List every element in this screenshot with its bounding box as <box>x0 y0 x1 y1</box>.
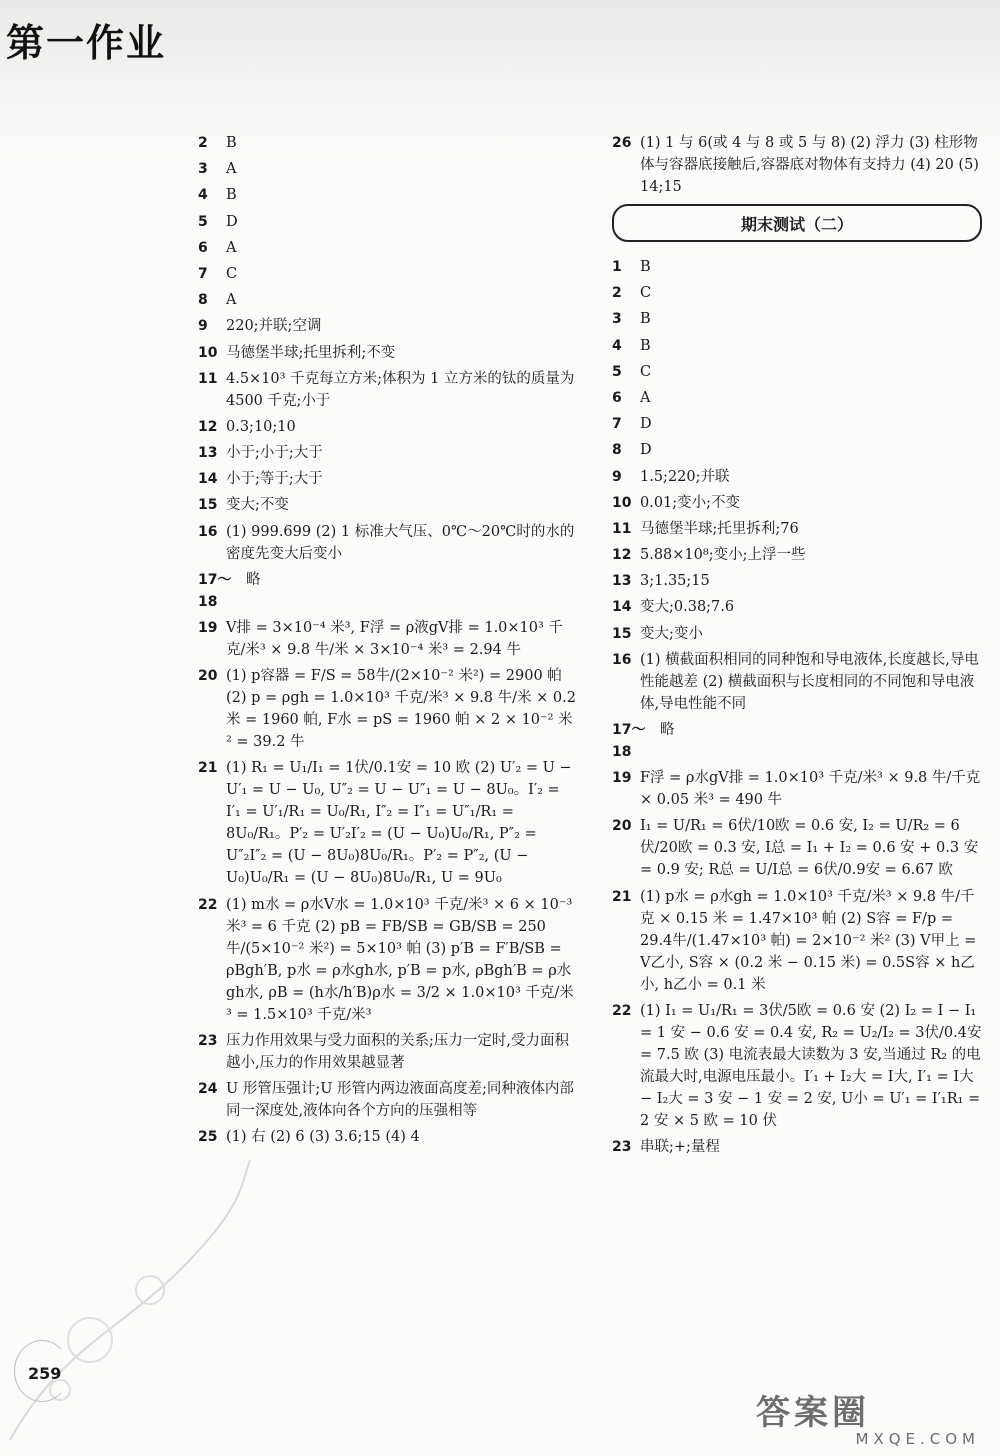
answer-item <box>198 468 578 490</box>
answer-text: B <box>226 135 237 151</box>
answer-number: 6 <box>612 389 622 406</box>
answer-number: 8 <box>612 442 622 459</box>
answer-number: 2 <box>198 135 208 151</box>
answer-number: 22 <box>198 896 218 913</box>
answer-text: 变大;不变 <box>226 497 289 514</box>
answer-item <box>612 256 982 278</box>
answer-number: 3 <box>198 161 208 178</box>
answer-item <box>612 596 982 618</box>
answer-text: D <box>640 416 652 433</box>
answer-item <box>198 442 578 464</box>
answer-item <box>198 1078 578 1122</box>
answer-item <box>612 282 982 304</box>
answer-text: 小于;小于;大于 <box>226 445 323 462</box>
answer-number: 15 <box>198 497 218 514</box>
answer-number: 1 <box>612 259 622 275</box>
answer-item <box>198 1030 578 1074</box>
answer-text: B <box>640 311 651 328</box>
answer-item <box>612 815 982 881</box>
answer-text: D <box>226 213 238 230</box>
answer-number: 12 <box>198 418 218 435</box>
watermark-site: MXQE.COM <box>855 1430 980 1448</box>
answer-number: 17～18 <box>612 722 646 760</box>
answer-text: A <box>226 239 237 256</box>
brand-logo: 第一作业 <box>6 21 167 65</box>
answer-number: 25 <box>198 1129 218 1146</box>
answer-text: (1) I₁ = U₁/R₁ = 3伏/5欧 = 0.6 安 (2) I₂ = I − I₁ = 1 安 − 0.6 安 = 0.4 安, R₂ = U₂/I₂ = 3伏/0.4安 = 7.5 欧 (3) 电流表最大读数为 3 安,当通过 R₂ 的电流最大时,电源电压最小。I′₁ + I₂大 = I大, I′₁ = I大 − I₂大 = 3 安 − 1 安 = 2 安, U小 = U′₁ = I′₁R₁ = 2 安 × 5 欧 = 10 伏 <box>640 1002 982 1129</box>
answer-item <box>612 886 982 996</box>
left-answer-column <box>198 132 578 1152</box>
answer-text: C <box>226 265 238 282</box>
answer-text: F浮 = ρ水gV排 = 1.0×10³ 千克/米³ × 9.8 牛/千克 × 0.05 米³ = 490 牛 <box>640 770 981 809</box>
answer-text: C <box>640 285 652 302</box>
answer-text: (1) m水 = ρ水V水 = 1.0×10³ 千克/米³ × 6 × 10⁻³ 米³ = 6 千克 (2) pB = FB/SB = GB/SB = 250牛/(5×10⁻² 米²) = 5×10³ 帕 (3) p′B = F′B/SB = ρBgh′B, p水 = ρ水gh水, p′B = p水, ρBgh′B = ρ水gh水, ρB = (h水/h′B)ρ水 = 3/2 × 1.0×10³ 千克/米³ = 1.5×10³ 千克/米³ <box>226 896 574 1023</box>
answer-number: 14 <box>612 599 632 616</box>
answer-text: 变大;0.38;7.6 <box>640 599 735 616</box>
answer-item <box>612 132 982 198</box>
answer-item <box>198 665 578 753</box>
answer-number: 11 <box>612 520 632 537</box>
answer-number: 12 <box>612 547 632 564</box>
answer-text: 0.3;10;10 <box>226 418 296 435</box>
answer-number: 23 <box>612 1138 632 1155</box>
answer-text: I₁ = U/R₁ = 6伏/10欧 = 0.6 安, I₂ = U/R₂ = 6伏/20欧 = 0.3 安, I总 = I₁ + I₂ = 0.6 安 + 0.3 安 = 0.9 安; R总 = U/I总 = 6伏/0.9安 = 6.67 欧 <box>640 818 979 879</box>
answer-text: 略 <box>246 571 261 588</box>
answer-number: 16 <box>612 651 632 668</box>
answer-item <box>612 335 982 357</box>
answer-number: 10 <box>198 344 218 361</box>
answer-text: 马德堡半球;托里拆利;76 <box>640 520 799 537</box>
answer-number: 22 <box>612 1002 632 1019</box>
answer-item <box>612 308 982 330</box>
answer-number: 3 <box>612 311 622 328</box>
answer-number: 7 <box>612 416 622 433</box>
answer-item <box>612 623 982 645</box>
answer-text: 压力作用效果与受力面积的关系;压力一定时,受力面积越小,压力的作用效果越显著 <box>226 1032 569 1071</box>
answer-item <box>198 289 578 311</box>
answer-number: 21 <box>198 760 218 777</box>
answer-item <box>198 184 578 206</box>
answer-number: 20 <box>198 668 218 685</box>
answer-item <box>198 416 578 438</box>
answer-text: 马德堡半球;托里拆利;不变 <box>226 344 396 361</box>
answer-number: 26 <box>612 135 632 151</box>
answer-item <box>612 361 982 383</box>
answer-number: 16 <box>198 523 218 540</box>
watermark <box>756 1393 986 1448</box>
section-title: 期末测试（二） <box>612 204 982 242</box>
answer-number: 10 <box>612 494 632 511</box>
answer-text: 1.5;220;并联 <box>640 468 730 485</box>
answer-number: 11 <box>198 370 218 387</box>
answer-text: 变大;变小 <box>640 625 703 642</box>
answer-number: 6 <box>198 239 208 256</box>
answer-item <box>198 237 578 259</box>
answer-number: 13 <box>198 445 218 462</box>
answer-item <box>612 387 982 409</box>
answer-number: 15 <box>612 625 632 642</box>
answer-number: 5 <box>612 363 622 380</box>
answer-text: 220;并联;空调 <box>226 318 322 335</box>
answer-text: B <box>640 337 651 354</box>
answer-text: 4.5×10³ 千克每立方米;体积为 1 立方米的钛的质量为 4500 千克;小于 <box>226 370 575 409</box>
answer-text: (1) p容器 = F/S = 58牛/(2×10⁻² 米²) = 2900 帕 (2) p = ρgh = 1.0×10³ 千克/米³ × 9.8 牛/米 × 0.2 米 = 1960 帕, F水 = pS = 1960 帕 × 2 × 10⁻² 米² = 39.2 牛 <box>226 668 576 751</box>
answer-number: 13 <box>612 573 632 590</box>
answer-text: V排 = 3×10⁻⁴ 米³, F浮 = ρ液gV排 = 1.0×10³ 千克/米³ × 9.8 牛/米 × 3×10⁻⁴ 米³ = 2.94 牛 <box>226 620 563 658</box>
answer-item <box>612 518 982 540</box>
right-answer-column <box>612 132 982 1162</box>
answer-item <box>612 767 982 811</box>
answer-item <box>198 521 578 565</box>
answer-text: 串联;+;量程 <box>640 1138 720 1155</box>
answer-number: 23 <box>198 1032 218 1049</box>
answer-text: C <box>640 363 652 380</box>
page-number: 259 <box>28 1364 62 1383</box>
answer-text: (1) R₁ = U₁/I₁ = 1伏/0.1安 = 10 欧 (2) U′₂ = U − U′₁ = U − U₀, U″₂ = U − U″₁ = U − 8U₀。I′₂ = I′₁ = U′₁/R₁ = U₀/R₁, I″₂ = I″₁ = U″₁/R₁ = 8U₀/R₁。P′₂ = U′₂I′₂ = (U − U₀)U₀/R₁, P″₂ = U″₂I″₂ = (U − 8U₀)8U₀/R₁。P′₂ = P″₂, (U − U₀)U₀/R₁ = (U − 8U₀)8U₀/R₁, U = 9U₀ <box>226 760 572 887</box>
answer-item <box>198 211 578 233</box>
answer-text: (1) p水 = ρ水gh = 1.0×10³ 千克/米³ × 9.8 牛/千克 × 0.15 米 = 1.47×10³ 帕 (2) S容 = F/p = 29.4牛/(1.47×10³ 帕) = 2×10⁻² 米² (3) V甲上 = V乙小, S容 × (0.2 米 − 0.15 米) = 0.5S容 × h乙小, h乙小 = 0.1 米 <box>640 888 977 993</box>
answer-item <box>612 570 982 592</box>
answer-number: 2 <box>612 285 622 302</box>
answer-item <box>612 544 982 566</box>
answer-number: 4 <box>612 337 622 354</box>
answer-item <box>612 1136 982 1158</box>
answer-number: 20 <box>612 818 632 835</box>
answer-item <box>612 466 982 488</box>
answer-text: (1) 横截面积相同的同种饱和导电液体,长度越长,导电性能越差 (2) 横截面积与长度相同的不同饱和导电液体,导电性能不同 <box>640 651 979 712</box>
answer-text: B <box>226 187 237 204</box>
floral-decoration <box>0 1150 260 1450</box>
answer-item <box>198 342 578 364</box>
answer-item <box>612 1000 982 1132</box>
answer-item <box>198 158 578 180</box>
answer-item <box>612 719 982 763</box>
answer-item <box>198 569 578 613</box>
answer-number: 9 <box>198 318 208 335</box>
answer-text: A <box>226 161 237 178</box>
answer-number: 24 <box>198 1080 218 1097</box>
answer-item <box>198 315 578 337</box>
answer-text: (1) 999.699 (2) 1 标准大气压、0℃～20℃时的水的密度先变大后变小 <box>226 523 575 562</box>
answer-item <box>612 439 982 461</box>
answer-text: 5.88×10⁸;变小;上浮一些 <box>640 547 806 564</box>
answer-item <box>198 894 578 1026</box>
right-answer-list <box>612 256 982 1158</box>
answer-number: 14 <box>198 471 218 488</box>
answer-number: 17～18 <box>198 571 232 610</box>
answer-item <box>198 263 578 285</box>
answer-number: 19 <box>198 620 218 636</box>
answer-item <box>198 617 578 661</box>
answer-text: B <box>640 259 651 275</box>
answer-item <box>612 492 982 514</box>
answer-item <box>612 413 982 435</box>
answer-text: (1) 右 (2) 6 (3) 3.6;15 (4) 4 <box>226 1129 420 1146</box>
answer-item <box>198 1126 578 1148</box>
answer-text: A <box>640 389 651 406</box>
answer-text: (1) 1 与 6(或 4 与 8 或 5 与 8) (2) 浮力 (3) 柱形物体与容器底接触后,容器底对物体有支持力 (4) 20 (5) 14;15 <box>640 135 979 195</box>
answer-text: A <box>226 292 237 309</box>
answer-text: 小于;等于;大于 <box>226 471 323 488</box>
answer-item <box>198 368 578 412</box>
watermark-main: 答案圈 <box>756 1393 870 1433</box>
right-top-answers <box>612 132 982 198</box>
answer-number: 9 <box>612 468 622 485</box>
answer-text: 3;1.35;15 <box>640 573 710 590</box>
answer-item <box>198 132 578 154</box>
answer-item <box>612 649 982 715</box>
answer-text: 0.01;变小;不变 <box>640 494 741 511</box>
answer-item <box>198 757 578 889</box>
answer-number: 4 <box>198 187 208 204</box>
answer-number: 7 <box>198 265 208 282</box>
answer-text: 略 <box>660 722 675 738</box>
answer-text: D <box>640 442 652 459</box>
answer-number: 8 <box>198 292 208 309</box>
answer-text: U 形管压强计;U 形管内两边液面高度差;同种液体内部同一深度处,液体向各个方向的压强相等 <box>226 1080 574 1119</box>
answer-number: 19 <box>612 770 632 787</box>
answer-number: 21 <box>612 888 632 905</box>
answer-number: 5 <box>198 213 208 230</box>
answer-item <box>198 494 578 516</box>
